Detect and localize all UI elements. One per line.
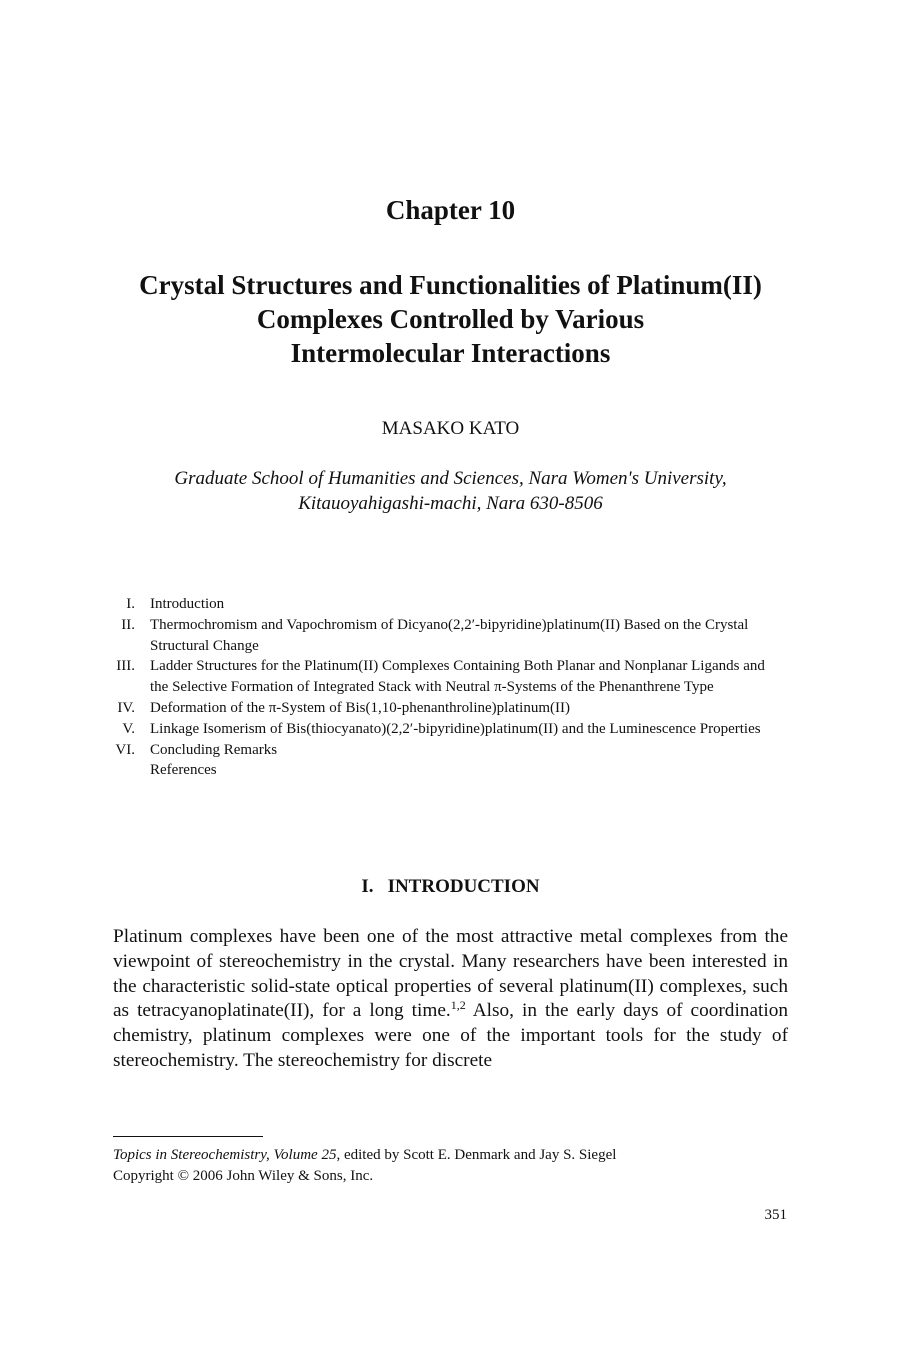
series-title: Topics in Stereochemistry, Volume 25 [113,1147,337,1163]
section-number: I. [361,876,374,897]
toc-item [105,656,785,698]
footnote-citation-line [113,1145,793,1166]
toc-item-title: Concluding Remarks [150,741,278,758]
footnote [113,1145,793,1187]
toc-item-title: Introduction [150,596,225,612]
toc-item [105,615,785,657]
author-name: MASAKO KATO [381,418,520,439]
reference-superscript: 1,2 [450,998,466,1013]
section-title: INTRODUCTION [387,876,540,897]
toc-item-number: II. [121,616,135,633]
table-of-contents [105,594,785,781]
toc-item-number: V. [122,720,135,737]
section-heading [0,875,901,899]
copyright-line: Copyright © 2006 John Wiley & Sons, Inc. [113,1168,374,1184]
footnote-divider [113,1136,263,1137]
affiliation-line: Kitauoyahigashi-machi, Nara 630-8506 [298,493,603,514]
body-paragraph [113,925,788,1074]
chapter-title [60,268,841,370]
author-affiliation [60,466,841,516]
toc-item-title: Deformation of the π-System of Bis(1,10-phenanthroline)platinum(II) [150,699,570,716]
toc-item-number: I. [126,596,135,612]
toc-item [105,719,785,740]
toc-item-title: Linkage Isomerism of Bis(thiocyanato)(2,2′-bipyridine)platinum(II) and the Luminescence Properties [150,720,761,737]
affiliation-line: Graduate School of Humanities and Sciences, Nara Women's University, [174,468,727,489]
chapter-label: Chapter 10 [385,195,516,225]
chapter-title-line: Crystal Structures and Functionalities of Platinum(II) [139,270,762,300]
toc-item-number [105,760,135,781]
toc-item-title: Ladder Structures for the Platinum(II) Complexes Containing Both Planar and Nonplanar Ligands and the Selective Formation of Integrated Stack with Neutral π-Systems of the Phenanthrene Type [150,658,765,696]
toc-item [105,740,785,761]
toc-item-title: References [150,762,217,779]
chapter-title-line: Intermolecular Interactions [290,338,611,368]
chapter-title-line: Complexes Controlled by Various [256,304,645,334]
page-number: 351 [764,1207,787,1223]
toc-item [105,698,785,719]
toc-item [105,760,785,781]
toc-item-number: VI. [115,741,135,758]
body-text-part: Platinum complexes have been one of the most attractive metal complexes from the viewpoint of stereochemistry in the crystal. Many researchers have been interested in the characteristic solid-state optical properties of several platinum(II) complexes, such as tetracyanoplatinate(II), for a long time. [113,926,788,1022]
toc-item-number: IV. [117,699,135,716]
body-text-part: Also, in the early days of coordination chemistry, platinum complexes were one of the important tools for the study of stereochemistry. The stereochemistry for discrete [113,1000,789,1071]
toc-item [105,594,785,615]
toc-item-number: III. [116,658,135,675]
toc-item-title: Thermochromism and Vapochromism of Dicyano(2,2′-bipyridine)platinum(II) Based on the Crystal Structural Change [150,616,749,654]
editors-text: , edited by Scott E. Denmark and Jay S. Siegel [336,1147,617,1163]
